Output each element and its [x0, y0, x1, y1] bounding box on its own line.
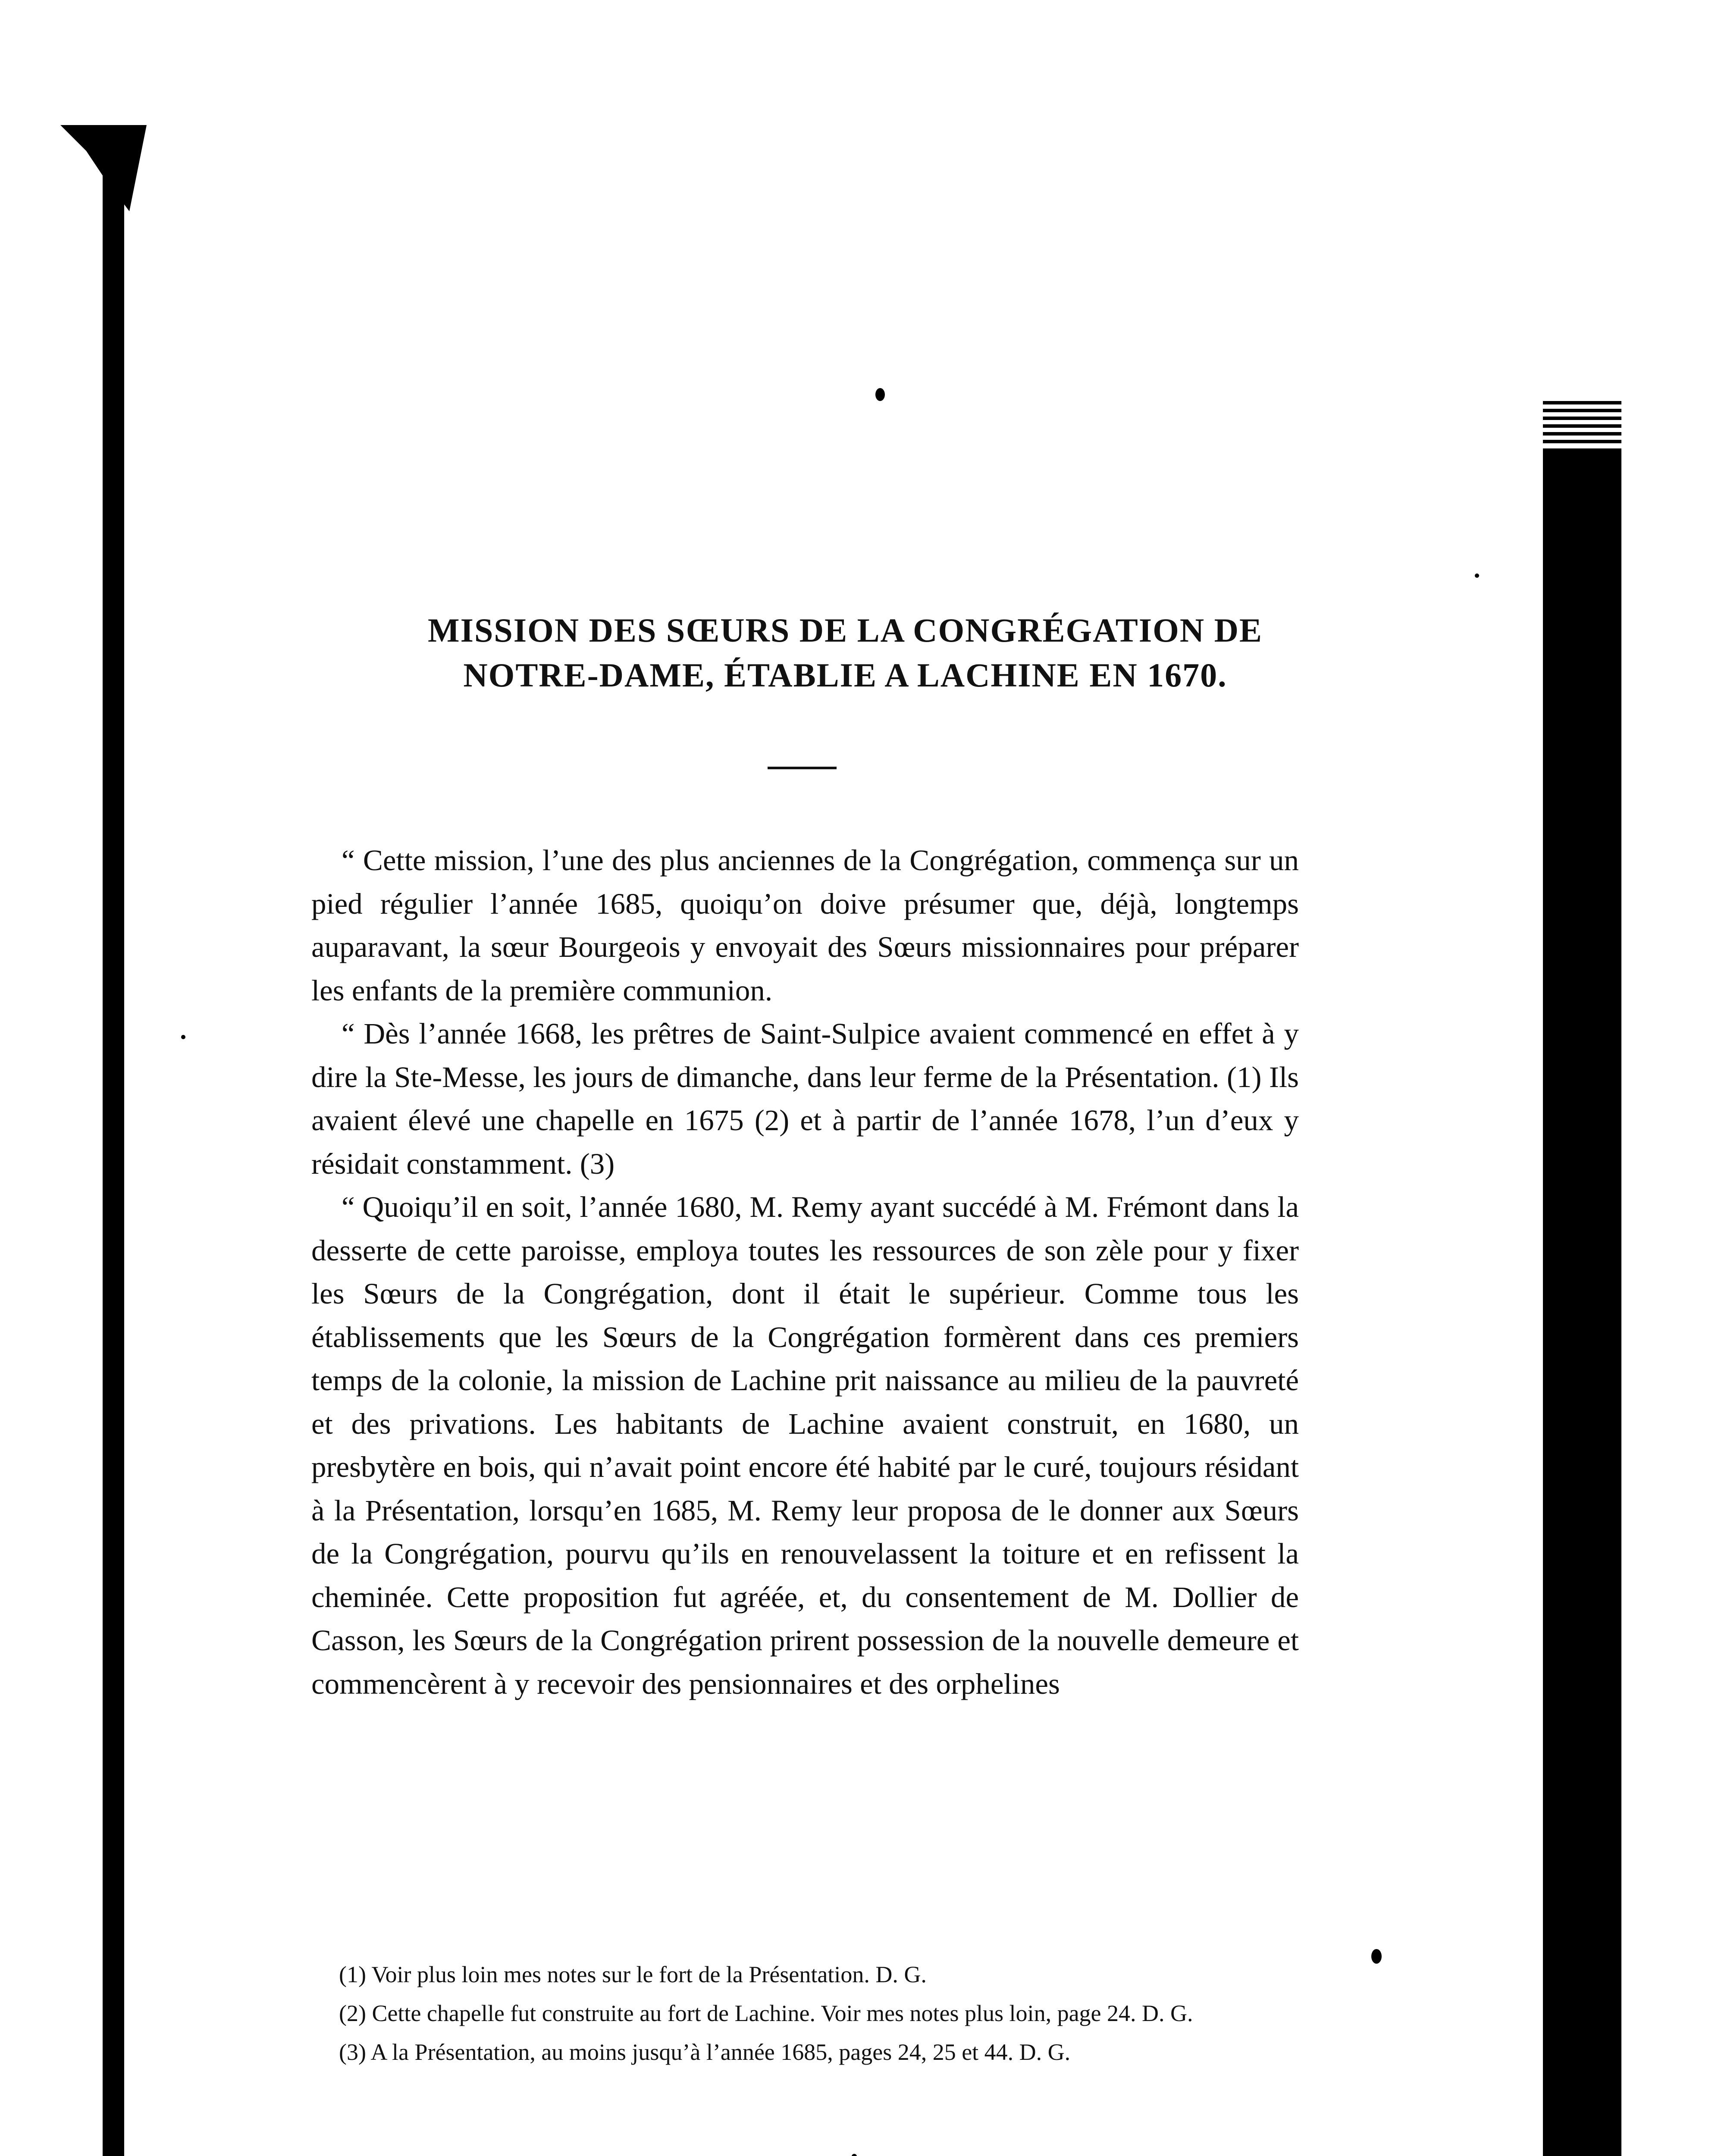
- page-title: [259, 608, 1432, 698]
- title-line-1: MISSION DES SŒURS DE LA CONGRÉGATION DE: [428, 611, 1263, 649]
- scan-speck: [181, 1035, 185, 1039]
- scan-speck: [1371, 1949, 1382, 1964]
- footnotes: [311, 1958, 1299, 2074]
- scan-right-edge-shadow: [1543, 448, 1621, 2156]
- footnote: (3) A la Présentation, au moins jusqu’à l’année 1685, pages 24, 25 et 44. D. G.: [339, 2039, 1071, 2065]
- paragraph: “ Quoiqu’il en soit, l’année 1680, M. Remy ayant succédé à M. Frémont dans la desserte de cette paroisse, employa toutes les ressources de son zèle pour y fixer les Sœurs de la Congrégation, dont il était le supérieur. Comme tous les établissements que les Sœurs de la Congrégation formèrent dans ces premiers temps de la colonie, la mission de Lachine prit naissance au milieu de la pauvreté et des privations. Les habitants de Lachine avaient construit, en 1680, un presbytère en bois, qui n’avait point encore été habité par le curé, toujours résidant à la Présentation, lorsqu’en 1685, M. Remy leur proposa de le donner aux Sœurs de la Congrégation, pourvu qu’ils en renouvelassent la toiture et en refissent la cheminée. Cette proposition fut agréée, et, du consentement de M. Dollier de Casson, les Sœurs de la Congrégation prirent possession de la nouvelle demeure et commencèrent à y recevoir des pensionnaires et des orphelines: [311, 1191, 1299, 1700]
- scan-speck: [1475, 573, 1479, 578]
- scan-right-edge-lines: [1543, 401, 1621, 444]
- paragraph: “ Dès l’année 1668, les prêtres de Saint-Sulpice avaient commencé en effet à y dire la Ste-Messe, les jours de dimanche, dans leur ferme de la Présentation. (1) Ils avaient élevé une chapelle en 1675 (2) et à partir de l’année 1678, l’un d’eux y résidait constamment. (3): [311, 1017, 1299, 1180]
- scan-speck: [852, 2154, 857, 2156]
- footnote: (1) Voir plus loin mes notes sur le fort de la Présentation. D. G.: [339, 1962, 927, 1987]
- title-divider: [768, 767, 837, 769]
- body-text: [311, 839, 1299, 1705]
- footnote: (2) Cette chapelle fut construite au fort de Lachine. Voir mes notes plus loin, page 24. D. G.: [339, 2000, 1193, 2026]
- scan-left-edge-shadow: [103, 125, 124, 2156]
- paragraph: “ Cette mission, l’une des plus anciennes de la Congrégation, commença sur un pied régulier l’année 1685, quoiqu’on doive présumer que, déjà, longtemps auparavant, la sœur Bourgeois y envoyait des Sœurs missionnaires pour préparer les enfants de la première communion.: [311, 844, 1299, 1007]
- title-line-2: NOTRE-DAME, ÉTABLIE A LACHINE EN 1670.: [463, 656, 1227, 694]
- scan-speck: [875, 388, 885, 401]
